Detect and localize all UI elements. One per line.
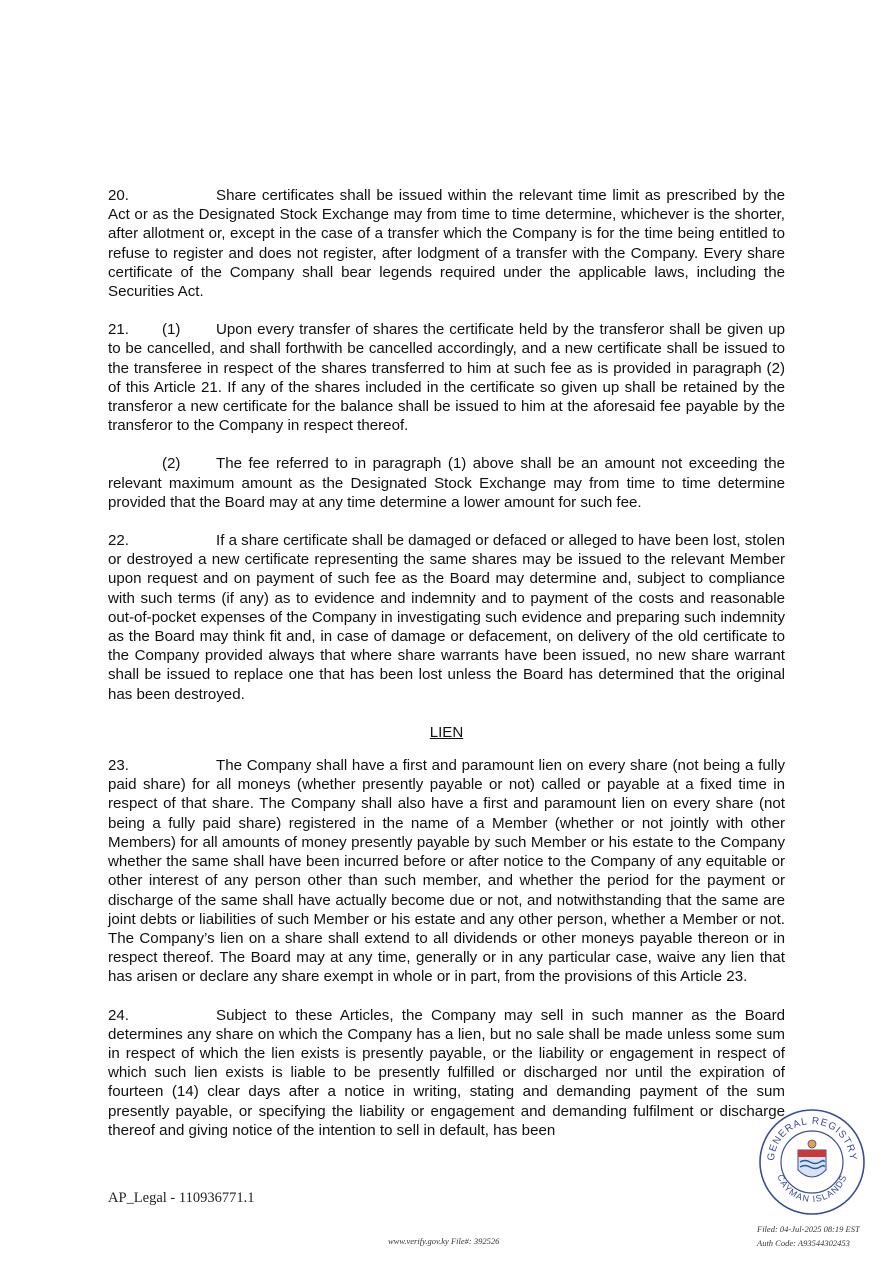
article-24 xyxy=(108,1006,785,1140)
seal-text-top: GENERAL REGISTRY xyxy=(765,1115,859,1162)
section-heading-lien: LIEN xyxy=(429,723,464,741)
article-text: If a share certificate shall be damaged or defaced or alleged to have been lost, stolen or destroyed a new certificate representing the same shares may be issued to the relevant Member upon request and on payment of such fee as the Board may determine and, subject to compliance with such terms (if any) as to evidence and indemnity and to payment of the costs and reasonable out-of-pocket expenses of the Company in investigating such evidence and preparing such indemnity as the Board may think fit and, in case of damage or defacement, on delivery of the old certificate to the Company provided always that where share warrants have been issued, no new share warrant shall be issued to replace one that has been lost unless the Board has determined that the original has been destroyed. xyxy=(108,532,785,703)
article-21-1 xyxy=(108,320,785,435)
filed-date: Filed: 04-Jul-2025 08:19 EST xyxy=(757,1224,860,1234)
document-reference: AP_Legal - 110936771.1 xyxy=(108,1190,255,1206)
sub-paragraph-number: (2) xyxy=(162,455,181,473)
verify-file-number: www.verify.gov.ky File#: 392526 xyxy=(388,1236,500,1246)
general-registry-seal-icon xyxy=(758,1108,866,1216)
article-20 xyxy=(108,186,785,301)
filing-stamp xyxy=(757,1222,869,1250)
svg-text:CAYMAN ISLANDS xyxy=(775,1173,848,1204)
article-number: 20. xyxy=(108,187,129,204)
article-text: The Company shall have a first and paramount lien on every share (not being a fully paid share) for all moneys (whether presently payable or not) called or payable at a fixed time in respect of that share. The Company shall also have a first and paramount lien on every share (not being a fully paid share) registered in the name of a Member (whether or not jointly with other Members) for all amounts of money presently payable by such Member or his estate to the Company whether the same shall have been incurred before or after notice to the Company of any equitable or other interest of any person other than such member, and whether the period for the payment or discharge of the same shall have actually become due or not, and notwithstanding that the same are joint debts or liabilities of such Member or his estate and any other person, whether a Member or not. The Company’s lien on a share shall extend to all dividends or other moneys payable thereon or in respect thereof. The Board may at any time, generally or in any particular case, waive any lien that has arisen or declare any share exempt in whole or in part, from the provisions of this Article 23. xyxy=(108,757,785,986)
article-21-2 xyxy=(108,454,785,512)
article-number: 23. xyxy=(108,757,129,775)
seal-text-bottom: CAYMAN ISLANDS xyxy=(775,1172,849,1205)
article-text: Share certificates shall be issued within the relevant time limit as prescribed by the Act or as the Designated Stock Exchange may from time to time determine, whichever is the shorter, after allotment or, except in the case of a transfer which the Company is for the time being entitled to refuse to register and does not register, after lodgment of a transfer with the Company. Every share certificate of the Company shall bear legends required under the applicable laws, including the Securities Act. xyxy=(108,187,785,301)
article-text: The fee referred to in paragraph (1) above shall be an amount not exceeding the relevant maximum amount as the Designated Stock Exchange may from time to time determine provided that the Board may at any time determine a lower amount for such fee. xyxy=(108,455,785,511)
article-number: 21. xyxy=(108,321,129,339)
document-body xyxy=(108,186,785,1159)
article-22 xyxy=(108,531,785,704)
sub-paragraph-number: (1) xyxy=(162,321,181,339)
auth-code: Auth Code: A93544302453 xyxy=(757,1238,850,1248)
article-text: Upon every transfer of shares the certificate held by the transferor shall be given up to be cancelled, and shall forthwith be cancelled accordingly, and a new certificate shall be issued to the transferee in respect of the shares transferred to him at such fee as is provided in paragraph (2) of this Article 21. If any of the shares included in the certificate so given up shall be retained by the transferor a new certificate for the balance shall be issued to him at the aforesaid fee payable by the transferor to the Company in respect thereof. xyxy=(108,321,785,435)
article-number: 22. xyxy=(108,532,129,550)
article-number: 24. xyxy=(108,1006,129,1024)
coat-of-arms-icon xyxy=(798,1140,826,1177)
article-text: Subject to these Articles, the Company may sell in such manner as the Board determines any share on which the Company has a lien, but no sale shall be made unless some sum in respect of which the lien exists is presently payable, or the liability or engagement in respect of which such lien exists is liable to be presently fulfilled or discharged nor until the expiration of fourteen (14) clear days after a notice in writing, stating and demanding payment of the sum presently payable, or specifying the liability or engagement and demanding fulfilment or discharge thereof and giving notice of the intention to sell in default, has been xyxy=(108,1006,785,1139)
article-23 xyxy=(108,756,785,986)
